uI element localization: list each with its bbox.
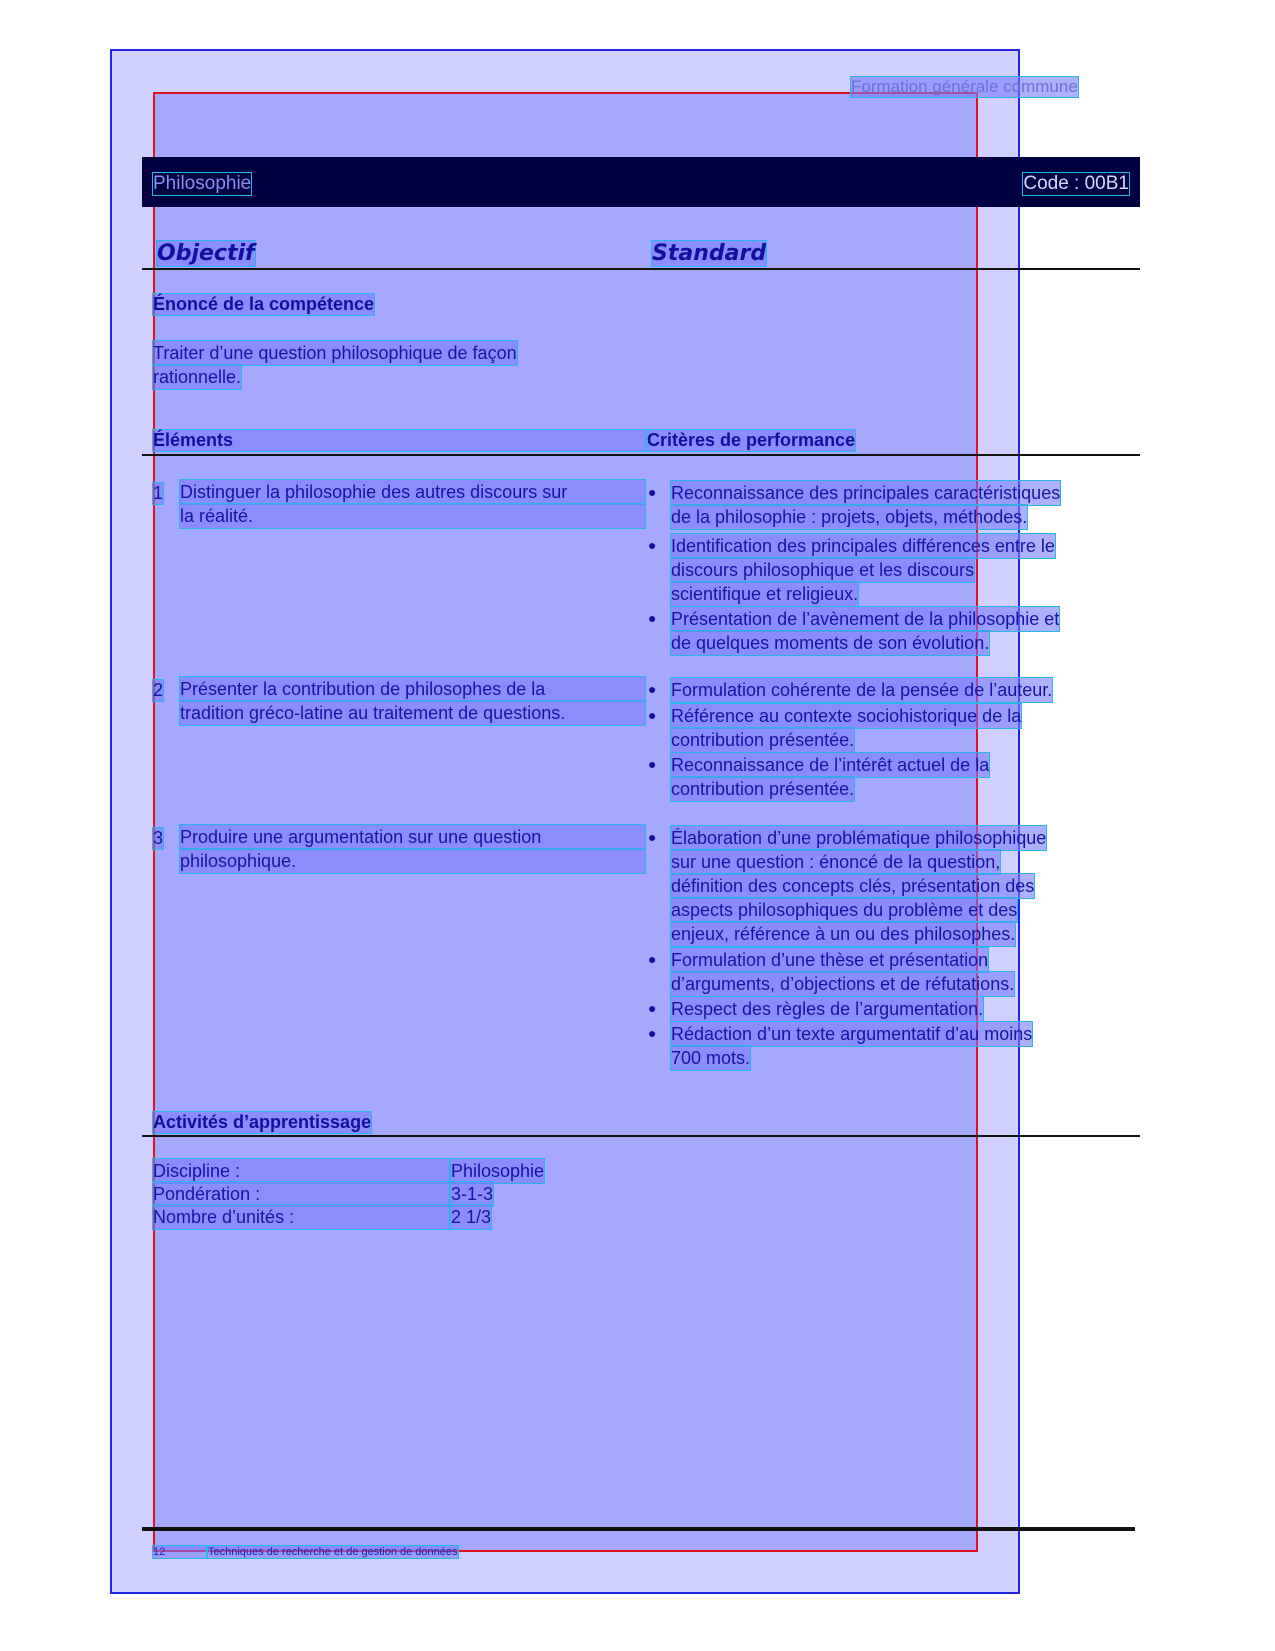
criterion-line: d’arguments, d’objections et de réfutations. [670, 971, 1015, 997]
criterion-line: Formulation d’une thèse et présentation [670, 947, 989, 973]
course-title: Philosophie [153, 173, 252, 194]
element-text-line: Produire une argumentation sur une question [179, 824, 646, 850]
activity-label: Discipline : [152, 1158, 450, 1184]
activity-value: 3-1-3 [450, 1181, 494, 1207]
criterion-line: contribution présentée. [670, 776, 855, 802]
criterion-line: Reconnaissance des principales caractéristiques [670, 480, 1061, 506]
program-category-label: Formation générale commune [851, 77, 1078, 96]
competence-heading: Énoncé de la compétence [153, 294, 375, 314]
header-divider [142, 268, 1140, 270]
criterion-line: scientifique et religieux. [670, 581, 859, 607]
bullet-icon: ● [648, 537, 657, 553]
criterion-line: Référence au contexte sociohistorique de la [670, 703, 1022, 729]
bullet-icon: ● [648, 681, 657, 697]
element-number: 2 [153, 680, 164, 700]
criterion-line: Identification des principales différences entre le [670, 533, 1056, 559]
criterion-line: de la philosophie : projets, objets, méthodes. [670, 504, 1028, 530]
objective-column-heading: Objectif [157, 241, 255, 266]
criterion-line: Élaboration d’une problématique philosophique [670, 825, 1047, 851]
elements-divider [142, 454, 1140, 456]
element-text-line: la réalité. [179, 503, 646, 529]
course-title-bar [142, 157, 1140, 207]
standard-column-heading: Standard [652, 241, 767, 266]
footer-divider [142, 1527, 1135, 1531]
criterion-line: Respect des règles de l’argumentation. [670, 996, 984, 1022]
page-number: 12 [152, 1545, 207, 1559]
course-code: Code : 00B1 [1023, 173, 1129, 194]
criterion-line: enjeux, référence à un ou des philosophes. [670, 921, 1016, 947]
elements-heading: Éléments [152, 429, 646, 452]
activity-label: Pondération : [152, 1181, 450, 1207]
criterion-line: de quelques moments de son évolution. [670, 630, 990, 656]
activity-value: Philosophie [450, 1158, 545, 1184]
bullet-icon: ● [648, 951, 657, 967]
criteria-heading: Critères de performance [647, 430, 856, 450]
bullet-icon: ● [648, 1025, 657, 1041]
bullet-icon: ● [648, 484, 657, 500]
bullet-icon: ● [648, 707, 657, 723]
element-number: 3 [153, 828, 164, 848]
criterion-line: Rédaction d’un texte argumentatif d’au moins [670, 1021, 1033, 1047]
bullet-icon: ● [648, 829, 657, 845]
element-number: 1 [153, 483, 164, 503]
element-text-line: tradition gréco-latine au traitement de questions. [179, 700, 646, 726]
activity-value: 2 1/3 [450, 1204, 492, 1230]
criterion-line: définition des concepts clés, présentation des [670, 873, 1035, 899]
element-text-line: Présenter la contribution de philosophes de la [179, 676, 646, 702]
element-text-line: philosophique. [179, 848, 646, 874]
competence-text-line2: rationnelle. [152, 364, 242, 390]
bullet-icon: ● [648, 610, 657, 626]
program-name: Techniques de recherche et de gestion de données [208, 1546, 458, 1558]
competence-text-line1: Traiter d’une question philosophique de façon [152, 340, 518, 366]
criterion-line: aspects philosophiques du problème et des [670, 897, 1018, 923]
criterion-line: Formulation cohérente de la pensée de l’auteur. [670, 677, 1053, 703]
activity-label: Nombre d’unités : [152, 1204, 450, 1230]
activities-divider [142, 1135, 1140, 1137]
criterion-line: discours philosophique et les discours [670, 557, 975, 583]
activities-heading: Activités d’apprentissage [153, 1112, 372, 1132]
criterion-line: 700 mots. [670, 1045, 751, 1071]
criterion-line: contribution présentée. [670, 727, 855, 753]
criterion-line: Reconnaissance de l’intérêt actuel de la [670, 752, 990, 778]
element-text-line: Distinguer la philosophie des autres discours sur [179, 479, 646, 505]
bullet-icon: ● [648, 756, 657, 772]
criterion-line: sur une question : énoncé de la question, [670, 849, 1001, 875]
bullet-icon: ● [648, 1000, 657, 1016]
criterion-line: Présentation de l’avènement de la philosophie et [670, 606, 1060, 632]
